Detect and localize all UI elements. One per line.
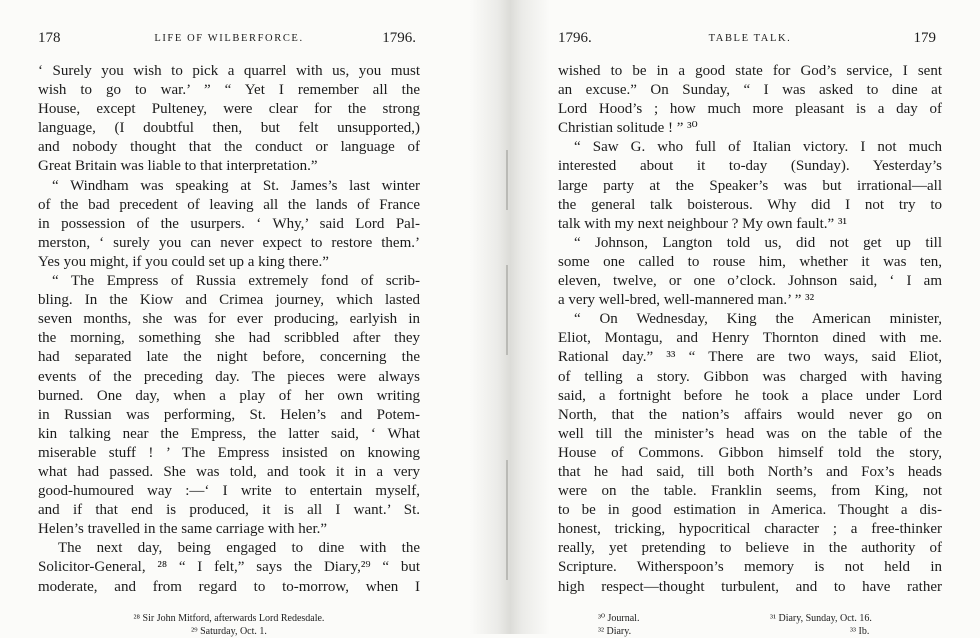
text-line: “ The Empress of Russia extremely fond of scrib- (52, 273, 420, 290)
page-year: 1796. (558, 30, 592, 46)
text-line: said, a fortnight before he took a place under Lord (558, 387, 942, 404)
page-year: 1796. (382, 30, 416, 46)
text-line: bling. In the Kiow and Crimea journey, which lasted (38, 292, 420, 309)
text-line: North, that the nation’s affairs would never go on (558, 406, 942, 423)
text-line: Solicitor-General, ²⁸ “ I felt,” says the Diary,²⁹ “ but (38, 559, 420, 576)
footnote: ³¹ Diary, Sunday, Oct. 16. (770, 613, 872, 624)
footnote: ³² Diary. (598, 626, 632, 637)
text-line: miserable stuff ! ’ The Empress insisted on knowing (38, 444, 420, 461)
text-line: ‘ Surely you wish to pick a quarrel with us, you must (38, 63, 420, 79)
text-line: burned. One day, when a play of her own writing (38, 387, 420, 404)
text-line: The next day, being engaged to dine with the (58, 540, 420, 557)
text-line: in possession of the usurpers. ‘ Why,’ said Lord Pal- (38, 215, 420, 232)
text-line: Helen’s travelled in the same carriage with her.” (38, 521, 328, 538)
text-line: and nobody thought that the conduct or language of (38, 139, 420, 156)
text-line: language, (I doubtful then, but felt unsupported,) (38, 120, 420, 137)
text-line: “ Windham was speaking at St. James’s last winter (52, 177, 420, 194)
text-line: really, yet pretending to believe in the authority of (558, 540, 942, 557)
left-page-text (38, 62, 420, 597)
footnote: ²⁹ Saturday, Oct. 1. (191, 626, 267, 637)
text-line: “ Johnson, Langton told us, did not get up till (574, 234, 942, 251)
running-title: TABLE TALK. (708, 33, 792, 44)
gutter-shadow (506, 460, 508, 580)
text-line: “ Saw G. who full of Italian victory. I not much (574, 139, 942, 156)
text-line: moderate, and from regard to to-morrow, when I (38, 578, 420, 595)
text-line: eleven, twelve, or one o’clock. Johnson said, ‘ I am (558, 273, 942, 290)
left-page-header (38, 30, 420, 50)
text-line: had separated late the night before, concerning the (38, 349, 420, 366)
gutter-shadow (506, 265, 508, 355)
footnote: ²⁸ Sir John Mitford, afterwards Lord Redesdale. (133, 613, 325, 624)
left-footnotes (38, 612, 420, 638)
book-gutter (470, 0, 550, 634)
text-line: and if that end is produced, it is all I want.’ St. (38, 502, 420, 519)
text-line: well till the minister’s head was on the table of the (558, 425, 942, 442)
text-line: interested about it to-day (Sunday). Yesterday’s (558, 158, 942, 175)
page-number: 179 (913, 30, 936, 46)
text-line: Yes you might, if you could set up a king there.” (38, 253, 329, 270)
text-line: wished to be in a good state for God’s service, I sent (558, 63, 942, 79)
text-line: honest, tricking, hypocritical character ; a free-thinker (558, 521, 942, 538)
text-line: events of the preceding day. The pieces were always (38, 368, 420, 385)
text-line: wish to go to war.’ ” “ Yet I remember all the (38, 82, 420, 99)
text-line: House, except Pulteney, were clear for the strong (38, 101, 420, 118)
text-line: an excuse.” On Sunday, “ I was asked to dine at (558, 82, 942, 99)
text-line: in Russian was performing, St. Helen’s and Potem- (38, 406, 420, 423)
footnote: ³³ Ib. (850, 626, 870, 637)
text-line: good-humoured way :—‘ I write to entertain myself, (38, 483, 420, 500)
text-line: some one called to rouse him, whether it was ten, (558, 253, 942, 270)
text-line: of the bad precedent of leaving all the lands of France (38, 196, 420, 213)
text-line: high respect—thought turbulent, and to have rather (558, 578, 942, 595)
running-title: LIFE OF WILBERFORCE. (154, 33, 304, 44)
text-line: of telling a story. Gibbon was charged with having (558, 368, 942, 385)
text-line: “ On Wednesday, King the American minister, (574, 311, 942, 328)
text-line: a very well-bred, well-mannered man.’ ” ³² (558, 292, 815, 309)
text-line: Scripture. Witherspoon’s memory is not held in (558, 559, 942, 576)
text-line: seven months, she was for ever producing, earlyish in (38, 311, 420, 328)
text-line: the general talk boisterous. Why did I not try to (558, 196, 942, 213)
text-line: what had passed. She was told, and took it in a very (38, 463, 420, 480)
text-line: large party at the Speaker’s was but irrational—all (558, 177, 942, 194)
text-line: were on the table. Franklin seems, from King, not (558, 483, 942, 500)
gutter-shadow (506, 150, 508, 210)
left-page (38, 0, 420, 637)
right-page-header (558, 30, 942, 50)
text-line: Lord Hood’s ; how much more pleasant is a day of (558, 101, 942, 118)
text-line: House of Commons. Gibbon himself told the story, (558, 444, 942, 461)
footnote: ³⁰ Journal. (598, 613, 640, 624)
right-page-text (558, 62, 942, 597)
text-line: talk with my next neighbour ? My own fault.” ³¹ (558, 215, 847, 232)
text-line: Rational day.” ³³ “ There are two ways, said Eliot, (558, 349, 942, 366)
text-line: merston, ‘ surely you can never expect to restore them.’ (38, 234, 420, 251)
text-line: to be in good estimation in America. Thought a dis- (558, 502, 942, 519)
text-line: Eliot, Montagu, and Henry Thornton dined with me. (558, 330, 942, 347)
text-line: Great Britain was liable to that interpretation.” (38, 158, 318, 175)
text-line: that he had said, till both North’s and Fox’s heads (558, 463, 942, 480)
text-line: the morning, something she had scribbled after they (38, 330, 420, 347)
page-number: 178 (38, 30, 61, 46)
right-page (558, 0, 942, 637)
text-line: Christian solitude ! ” ³⁰ (558, 120, 698, 137)
text-line: kin talking near the Empress, the latter said, ‘ What (38, 425, 420, 442)
